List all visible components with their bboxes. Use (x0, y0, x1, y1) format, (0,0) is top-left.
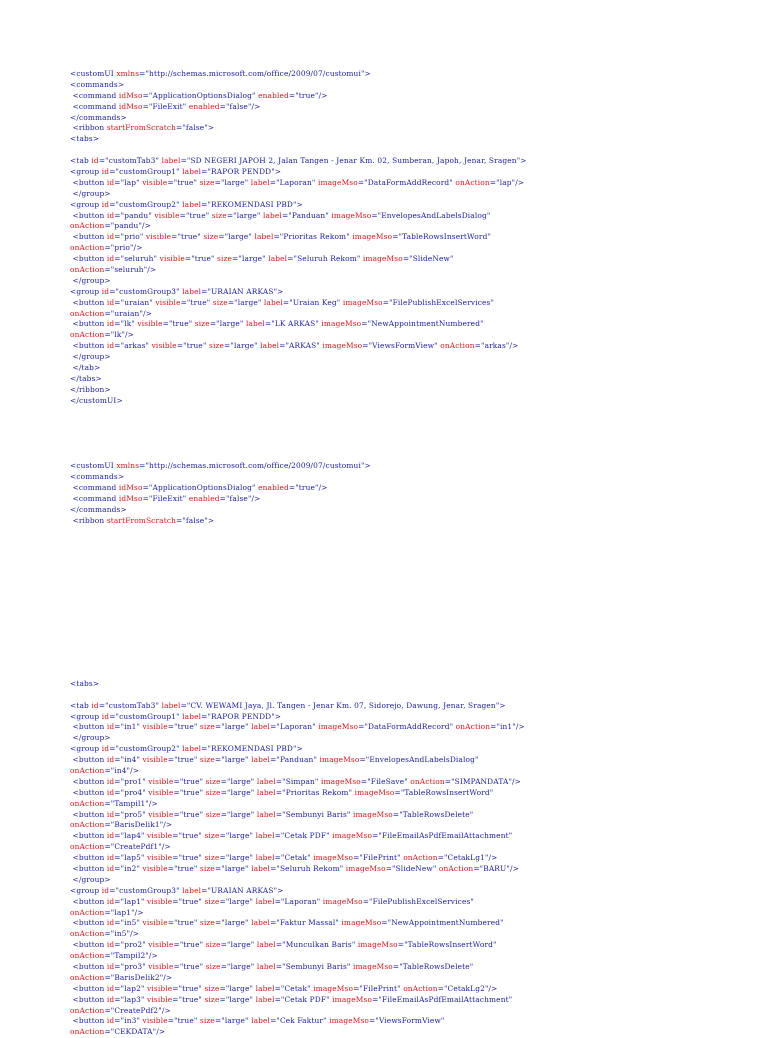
code-line: <command idMso="ApplicationOptionsDialog" enabled="true"/> (70, 482, 328, 492)
code-line (70, 668, 750, 679)
code-line: </group> (70, 352, 111, 362)
code-line: <button id="pandu" visible="true" size="large" label="Panduan" imageMso="EnvelopesAndLabelsDialog" (70, 210, 491, 220)
code-line (70, 592, 750, 603)
code-line: <button id="in5" visible="true" size="large" label="Faktur Massal" imageMso="NewAppointmentNumbered" (70, 918, 504, 928)
code-line (70, 526, 750, 537)
code-line: onAction="lap1"/> (70, 907, 144, 917)
code-line (70, 428, 750, 439)
code-line: onAction="Tampil1"/> (70, 798, 158, 808)
code-line: onAction="Tampil2"/> (70, 951, 158, 961)
code-line: </group> (70, 733, 111, 743)
code-line: <button id="pro4" visible="true" size="large" label="Prioritas Rekom" imageMso="TableRowsInsertWord" (70, 787, 494, 797)
code-line: <tabs> (70, 134, 100, 144)
code-line: <button id="lap2" visible="true" size="large" label="Cetak" imageMso="FilePrint" onAction="CetakLg2"/> (70, 983, 498, 993)
code-line (70, 537, 750, 548)
code-line: onAction="seluruh"/> (70, 265, 157, 275)
code-line: onAction="CreatePdf2"/> (70, 1005, 171, 1015)
code-line: <group id="customGroup2" label="REKOMENDASI PBD"> (70, 199, 303, 209)
code-line: <button id="pro5" visible="true" size="large" label="Sembunyi Baris" imageMso="TableRowsDelete" (70, 809, 474, 819)
code-line: <button id="lap4" visible="true" size="large" label="Cetak PDF" imageMso="FileEmailAsPdfEmailAttachment" (70, 831, 513, 841)
code-line: <ribbon startFromScratch="false"> (70, 123, 215, 133)
code-line (70, 145, 750, 156)
code-line: onAction="uraian"/> (70, 308, 152, 318)
code-line: <group id="customGroup3" label="URAIAN ARKAS"> (70, 286, 284, 296)
code-line (70, 657, 750, 668)
code-line: <tab id="customTab3" label="CV. WEWAMI Jaya, Jl. Tangen - Jenar Km. 07, Sidorejo, Dawung, Jenar, Sragen"> (70, 700, 506, 710)
code-line (70, 418, 750, 429)
code-line (70, 646, 750, 657)
code-line (70, 548, 750, 559)
code-line: <button id="in2" visible="true" size="large" label="Seluruh Rekom" imageMso="SlideNew" onAction="BARU"/> (70, 864, 519, 874)
code-line: onAction="pandu"/> (70, 221, 151, 231)
code-line: <button id="in3" visible="true" size="large" label="Cek Faktur" imageMso="ViewsFormView" (70, 1016, 445, 1026)
code-line (70, 603, 750, 614)
code-line (70, 439, 750, 450)
code-line: onAction="in4"/> (70, 766, 140, 775)
code-line (70, 690, 750, 701)
code-line: <group id="customGroup1" label="RAPOR PENDD"> (70, 167, 282, 177)
code-line: onAction="BarisDelik1"/> (70, 820, 173, 830)
code-line: <commands> (70, 471, 125, 481)
code-line: <button id="in1" visible="true" size="large" label="Laporan" imageMso="DataFormAddRecord" onAction="in1"/> (70, 722, 525, 732)
code-line (70, 624, 750, 635)
code-line: onAction="in5"/> (70, 929, 140, 939)
code-line: <button id="lap1" visible="true" size="large" label="Laporan" imageMso="FilePublishExcelServices" (70, 896, 474, 906)
code-line: <group id="customGroup1" label="RAPOR PENDD"> (70, 711, 282, 721)
code-line (70, 450, 750, 461)
code-line: <group id="customGroup3" label="URAIAN ARKAS"> (70, 885, 284, 895)
code-line: <button id="in4" visible="true" size="large" label="Panduan" imageMso="EnvelopesAndLabelsDialog" (70, 755, 479, 765)
code-line: <button id="pro1" visible="true" size="large" label="Simpan" imageMso="FileSave" onAction="SIMPANDATA"/> (70, 776, 522, 786)
code-line: <commands> (70, 79, 125, 89)
code-line: <button id="pro2" visible="true" size="large" label="Munculkan Baris" imageMso="TableRowsInsertWord" (70, 940, 497, 950)
code-line: <button id="lap" visible="true" size="large" label="Laporan" imageMso="DataFormAddRecord" onAction="lap"/> (70, 177, 525, 187)
code-line: <command idMso="FileExit" enabled="false"/> (70, 101, 261, 111)
code-line: </commands> (70, 504, 127, 514)
code-line: <button id="uraian" visible="true" size="large" label="Uraian Keg" imageMso="FilePublishExcelServices" (70, 297, 495, 307)
code-line: <customUI xmlns="http://schemas.microsoft.com/office/2009/07/customui"> (70, 461, 371, 471)
code-line: <button id="lk" visible="true" size="large" label="LK ARKAS" imageMso="NewAppointmentNumbered" (70, 319, 484, 329)
code-line (70, 635, 750, 646)
code-line: <tabs> (70, 678, 100, 688)
code-line: </customUI> (70, 395, 123, 405)
code-line (70, 614, 750, 625)
code-line (70, 570, 750, 581)
xml-document (70, 69, 750, 1038)
code-line: <customUI xmlns="http://schemas.microsoft.com/office/2009/07/customui"> (70, 69, 371, 78)
code-line: </commands> (70, 112, 127, 122)
code-line: onAction="CreatePdf1"/> (70, 842, 171, 852)
code-line: <button id="seluruh" visible="true" size="large" label="Seluruh Rekom" imageMso="SlideNew" (70, 254, 454, 264)
code-line (70, 581, 750, 592)
code-line: <button id="pro3" visible="true" size="large" label="Sembunyi Baris" imageMso="TableRowsDelete" (70, 962, 474, 972)
code-line: </ribbon> (70, 384, 111, 394)
code-line: </tabs> (70, 373, 102, 383)
code-line: onAction="CEKDATA"/> (70, 1027, 166, 1037)
code-line: </group> (70, 188, 111, 198)
code-line: onAction="lk"/> (70, 330, 135, 340)
code-line: <button id="prio" visible="true" size="large" label="Prioritas Rekom" imageMso="TableRowsInsertWord" (70, 232, 491, 242)
code-line (70, 559, 750, 570)
code-line: </group> (70, 275, 111, 285)
code-line: <command idMso="ApplicationOptionsDialog" enabled="true"/> (70, 90, 328, 100)
code-line: onAction="BarisDelik2"/> (70, 972, 173, 982)
code-line: <tab id="customTab3" label="SD NEGERI JAPOH 2, Jalan Tangen - Jenar Km. 02, Sumberan, Japoh, Jenar, Sragen"> (70, 156, 527, 166)
code-line: <button id="lap3" visible="true" size="large" label="Cetak PDF" imageMso="FileEmailAsPdfEmailAttachment" (70, 994, 513, 1004)
code-line: <ribbon startFromScratch="false"> (70, 515, 215, 525)
code-line: onAction="prio"/> (70, 243, 143, 253)
code-line: <command idMso="FileExit" enabled="false"/> (70, 493, 261, 503)
code-line (70, 407, 750, 418)
code-line: <button id="arkas" visible="true" size="large" label="ARKAS" imageMso="ViewsFormView" onAction="arkas"/> (70, 341, 519, 351)
code-line: </group> (70, 874, 111, 884)
code-line: <button id="lap5" visible="true" size="large" label="Cetak" imageMso="FilePrint" onAction="CetakLg1"/> (70, 853, 498, 863)
code-line: </tab> (70, 363, 101, 373)
code-line: <group id="customGroup2" label="REKOMENDASI PBD"> (70, 744, 303, 754)
